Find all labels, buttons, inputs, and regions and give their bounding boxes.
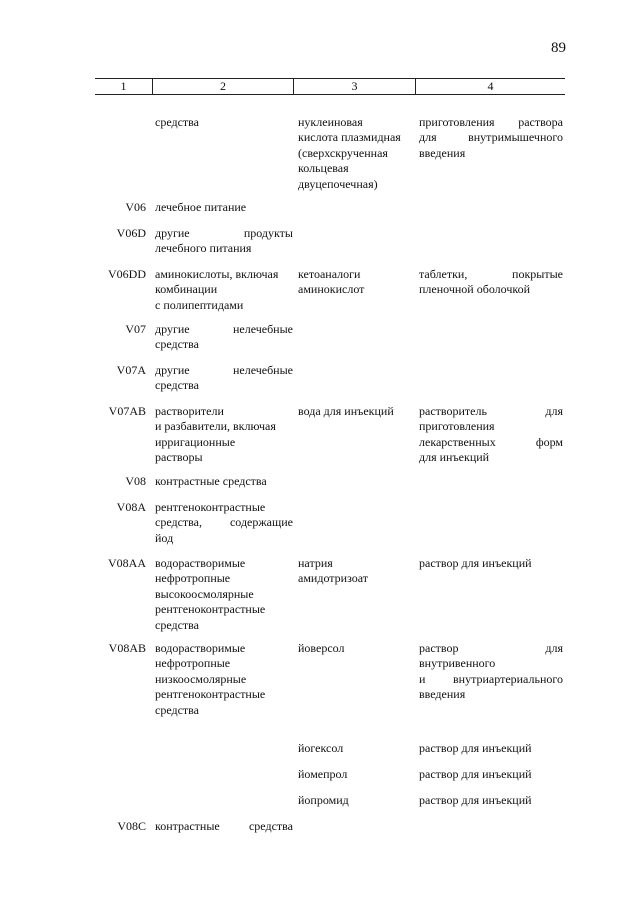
word: содержащие	[229, 515, 293, 530]
word: приготовления	[419, 115, 495, 129]
word: внутримышечного	[468, 130, 563, 145]
header-col-2: 2	[220, 79, 226, 93]
cell-line: введения	[419, 145, 466, 160]
atc-code: V06DD	[108, 267, 146, 281]
word: раствор	[419, 641, 459, 655]
atc-code: V08	[125, 474, 146, 488]
cell-line: раствор для инъекций	[419, 556, 532, 570]
cell-line: кольцевая	[298, 161, 349, 176]
drug-name	[298, 793, 410, 808]
cell-line: йоверсол	[298, 641, 345, 655]
drug-name	[298, 556, 410, 587]
atc-code: V08C	[117, 819, 146, 833]
table-header	[95, 78, 565, 95]
word: форм	[535, 434, 563, 449]
word: растворитель	[419, 404, 487, 418]
cell-line: ирригационные	[155, 434, 236, 449]
cell-line: водорастворимые	[155, 556, 246, 570]
cell-line: внутривенного	[419, 656, 496, 671]
group-name	[155, 267, 293, 313]
word: продукты	[243, 226, 293, 240]
cell-line	[419, 672, 563, 687]
atc-code: V06	[125, 200, 146, 214]
cell-line: средства	[155, 378, 200, 393]
cell-line: натрия	[298, 556, 333, 570]
dosage-form	[419, 556, 563, 571]
drug-name	[298, 115, 410, 192]
cell-line: двуцепочечная)	[298, 176, 378, 191]
cell-line: аминокислоты, включая	[155, 267, 279, 281]
cell-line: низкоосмолярные	[155, 671, 247, 686]
cell-line: раствор для инъекций	[419, 767, 532, 781]
cell-line	[155, 363, 293, 378]
cell-line	[419, 130, 563, 145]
cell-line: нефротропные	[155, 656, 231, 671]
cell-line: пленочной оболочкой	[419, 282, 531, 297]
cell-line: йогексол	[298, 741, 344, 755]
word: и	[419, 671, 426, 686]
cell-line	[155, 819, 293, 834]
group-name	[155, 641, 293, 718]
cell-line: растворы	[155, 450, 203, 465]
cell-line	[419, 267, 563, 282]
group-name	[155, 474, 293, 489]
atc-code: V07A	[116, 363, 146, 377]
cell-line: с полипептидами	[155, 297, 244, 312]
word: другие	[155, 226, 190, 240]
cell-line: приготовления	[419, 419, 495, 434]
word: другие	[155, 363, 190, 377]
header-col-1: 1	[120, 79, 127, 93]
cell-line: введения	[419, 687, 466, 702]
cell-line: кислота плазмидная	[298, 130, 401, 145]
cell-line: йомепрол	[298, 767, 348, 781]
cell-line: (сверхскрученная	[298, 145, 388, 160]
dosage-form	[419, 404, 563, 466]
dosage-form	[419, 767, 563, 782]
cell-line: для инъекций	[419, 450, 490, 465]
cell-line	[155, 515, 293, 530]
dosage-form	[419, 641, 563, 703]
cell-line: рентгеноконтрастные	[155, 687, 266, 702]
header-col-4: 4	[487, 79, 494, 93]
cell-line: растворители	[155, 404, 224, 418]
dosage-form	[419, 741, 563, 756]
cell-line: лечебное питание	[155, 200, 247, 214]
word: нелечебные	[232, 322, 293, 336]
atc-code: V07	[125, 322, 146, 336]
atc-code: V08AA	[108, 556, 146, 570]
cell-line: йод	[155, 530, 174, 545]
word: другие	[155, 322, 190, 336]
word: для	[419, 130, 437, 145]
word: средства,	[155, 515, 203, 530]
cell-line	[419, 435, 563, 450]
cell-line: средства	[155, 115, 200, 129]
atc-code: V06D	[116, 226, 146, 240]
dosage-form	[419, 793, 563, 808]
group-name	[155, 226, 293, 257]
cell-line: средства	[155, 617, 200, 632]
group-name	[155, 363, 293, 394]
word: раствора	[518, 115, 563, 129]
word: покрытые	[512, 267, 563, 281]
cell-line: аминокислот	[298, 282, 365, 297]
cell-line: нефротропные	[155, 571, 231, 586]
cell-line: амидотризоат	[298, 571, 369, 586]
header-col-3: 3	[351, 79, 358, 93]
cell-line: высокоосмолярные	[155, 586, 254, 601]
dosage-form	[419, 115, 563, 161]
cell-line	[419, 115, 563, 130]
dosage-form	[419, 267, 563, 298]
page-number: 89	[551, 40, 566, 56]
cell-line	[419, 641, 563, 656]
cell-line: йопромид	[298, 793, 349, 807]
cell-line: кетоаналоги	[298, 267, 361, 281]
cell-line: раствор для инъекций	[419, 741, 532, 755]
word: внутриартериального	[453, 671, 563, 686]
cell-line: рентгеноконтрастные	[155, 602, 266, 617]
word: нелечебные	[232, 363, 293, 377]
atc-code: V08AB	[108, 641, 146, 655]
cell-line: рентгеноконтрастные	[155, 500, 266, 514]
cell-line: водорастворимые	[155, 641, 246, 655]
word: для	[545, 404, 563, 418]
cell-line: лечебного питания	[155, 241, 252, 256]
drug-name	[298, 267, 410, 298]
cell-line	[155, 322, 293, 337]
group-name	[155, 115, 293, 130]
group-name	[155, 500, 293, 546]
drug-name	[298, 641, 410, 656]
word: средства	[248, 819, 293, 833]
cell-line: нуклеиновая	[298, 115, 363, 129]
word: для	[545, 641, 563, 655]
atc-code: V07AB	[108, 404, 146, 418]
cell-line: и разбавители, включая	[155, 419, 276, 434]
group-name	[155, 322, 293, 353]
cell-line	[155, 226, 293, 241]
cell-line: средства	[155, 337, 200, 352]
atc-code: V08A	[116, 500, 146, 514]
drug-name	[298, 404, 410, 419]
group-name	[155, 819, 293, 834]
word: контрастные	[155, 819, 220, 833]
cell-line: вода для инъекций	[298, 404, 394, 418]
cell-line	[419, 404, 563, 419]
word: таблетки,	[419, 267, 468, 281]
cell-line: раствор для инъекций	[419, 793, 532, 807]
cell-line: контрастные средства	[155, 474, 267, 488]
cell-line: средства	[155, 702, 200, 717]
group-name	[155, 556, 293, 633]
group-name	[155, 200, 293, 215]
group-name	[155, 404, 293, 466]
drug-name	[298, 741, 410, 756]
cell-line: комбинации	[155, 282, 218, 297]
drug-name	[298, 767, 410, 782]
word: лекарственных	[419, 434, 496, 449]
